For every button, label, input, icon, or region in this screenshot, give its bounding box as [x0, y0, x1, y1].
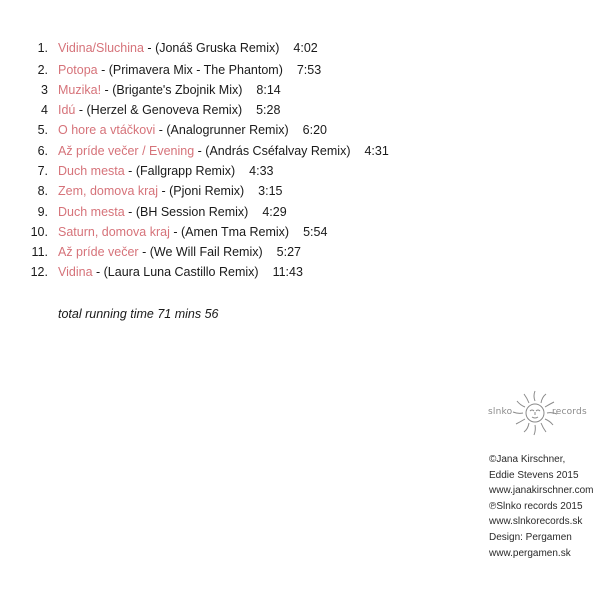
track-duration: 4:33 — [249, 164, 274, 178]
track-separator: - — [92, 265, 104, 279]
track-remix: (Analogrunner Remix) — [166, 123, 289, 137]
track-number: 2. — [37, 63, 48, 77]
track-title: Saturn, domova kraj — [58, 225, 170, 239]
track-duration: 5:27 — [276, 245, 302, 259]
track-duration: 8:14 — [256, 83, 281, 97]
track-title: Až príde večer — [58, 245, 139, 259]
track-duration: 11:43 — [272, 265, 303, 279]
track-separator: - — [138, 245, 150, 259]
logo-text-right: records — [552, 407, 587, 417]
track-remix: (Fallgrapp Remix) — [135, 164, 236, 178]
track-duration: 6:20 — [302, 123, 327, 137]
track-number: 7. — [37, 164, 48, 178]
track-duration: 4:31 — [364, 144, 389, 158]
track-separator: - — [124, 164, 136, 178]
track-number: 4 — [41, 103, 48, 117]
track-remix: (Herzel & Genoveva Remix) — [86, 103, 243, 117]
track-duration: 5:28 — [256, 103, 281, 117]
credit-line: ©Jana Kirschner, — [489, 454, 566, 465]
track-title: Duch mesta — [58, 164, 125, 178]
track-separator: - — [124, 205, 136, 219]
track-number: 6. — [37, 144, 48, 158]
track-duration: 5:54 — [303, 225, 328, 239]
track-remix: (Pjoni Remix) — [169, 184, 245, 198]
track-number: 11. — [31, 245, 48, 259]
track-duration: 4:29 — [262, 205, 287, 219]
track-separator: - — [75, 103, 87, 117]
slnko-records-logo — [484, 388, 587, 440]
track-separator: - — [169, 225, 181, 239]
track-separator: - — [143, 41, 156, 55]
track-number: 10. — [30, 225, 48, 239]
track-title: Vidina — [58, 265, 93, 279]
track-title: Muzika! — [58, 83, 102, 97]
total-running-time: total running time 71 mins 56 — [58, 307, 219, 321]
track-duration: 4:02 — [293, 41, 318, 55]
track-title: Zem, domova kraj — [58, 184, 159, 198]
track-remix: (Brigante's Zbojnik Mix) — [112, 83, 243, 97]
track-remix: (BH Session Remix) — [135, 205, 249, 219]
track-number: 3 — [41, 83, 48, 97]
track-duration: 3:15 — [258, 184, 283, 198]
credit-line: ℗Slnko records 2015 — [489, 500, 583, 512]
track-number: 12. — [30, 265, 48, 279]
credit-line: www.pergamen.sk — [489, 547, 571, 559]
track-duration: 7:53 — [296, 63, 322, 77]
track-separator: - — [194, 144, 206, 158]
credit-line: Eddie Stevens 2015 — [489, 469, 579, 481]
track-remix: (Laura Luna Castillo Remix) — [103, 265, 259, 279]
credit-line: www.slnkorecords.sk — [489, 516, 583, 528]
credit-line: www.janakirschner.com — [489, 485, 594, 497]
track-title: O hore a vtáčkovi — [58, 123, 156, 137]
track-number: 1. — [37, 41, 48, 55]
track-title: Idú — [58, 103, 76, 117]
track-remix: (Amen Tma Remix) — [180, 225, 290, 239]
track-title: Potopa — [58, 63, 98, 77]
logo-text-left: slnko — [488, 407, 513, 417]
track-title: Vidina/Sluchina — [58, 41, 144, 55]
track-title: Duch mesta — [58, 205, 125, 219]
track-separator: - — [97, 63, 109, 77]
track-remix: (András Cséfalvay Remix) — [205, 144, 351, 158]
credit-line: Design: Pergamen — [489, 531, 572, 543]
track-number: 5. — [37, 123, 48, 137]
track-separator: - — [155, 123, 167, 137]
track-title: Až príde večer / Evening — [58, 144, 195, 158]
track-remix: (Jonáš Gruska Remix) — [155, 41, 280, 55]
track-number: 9. — [37, 205, 48, 219]
credits — [489, 452, 593, 561]
track-number: 8. — [37, 184, 48, 198]
track-remix: (We Will Fail Remix) — [149, 245, 263, 259]
track-separator: - — [158, 184, 170, 198]
track-separator: - — [101, 83, 113, 97]
track-remix: (Primavera Mix - The Phantom) — [108, 63, 283, 77]
